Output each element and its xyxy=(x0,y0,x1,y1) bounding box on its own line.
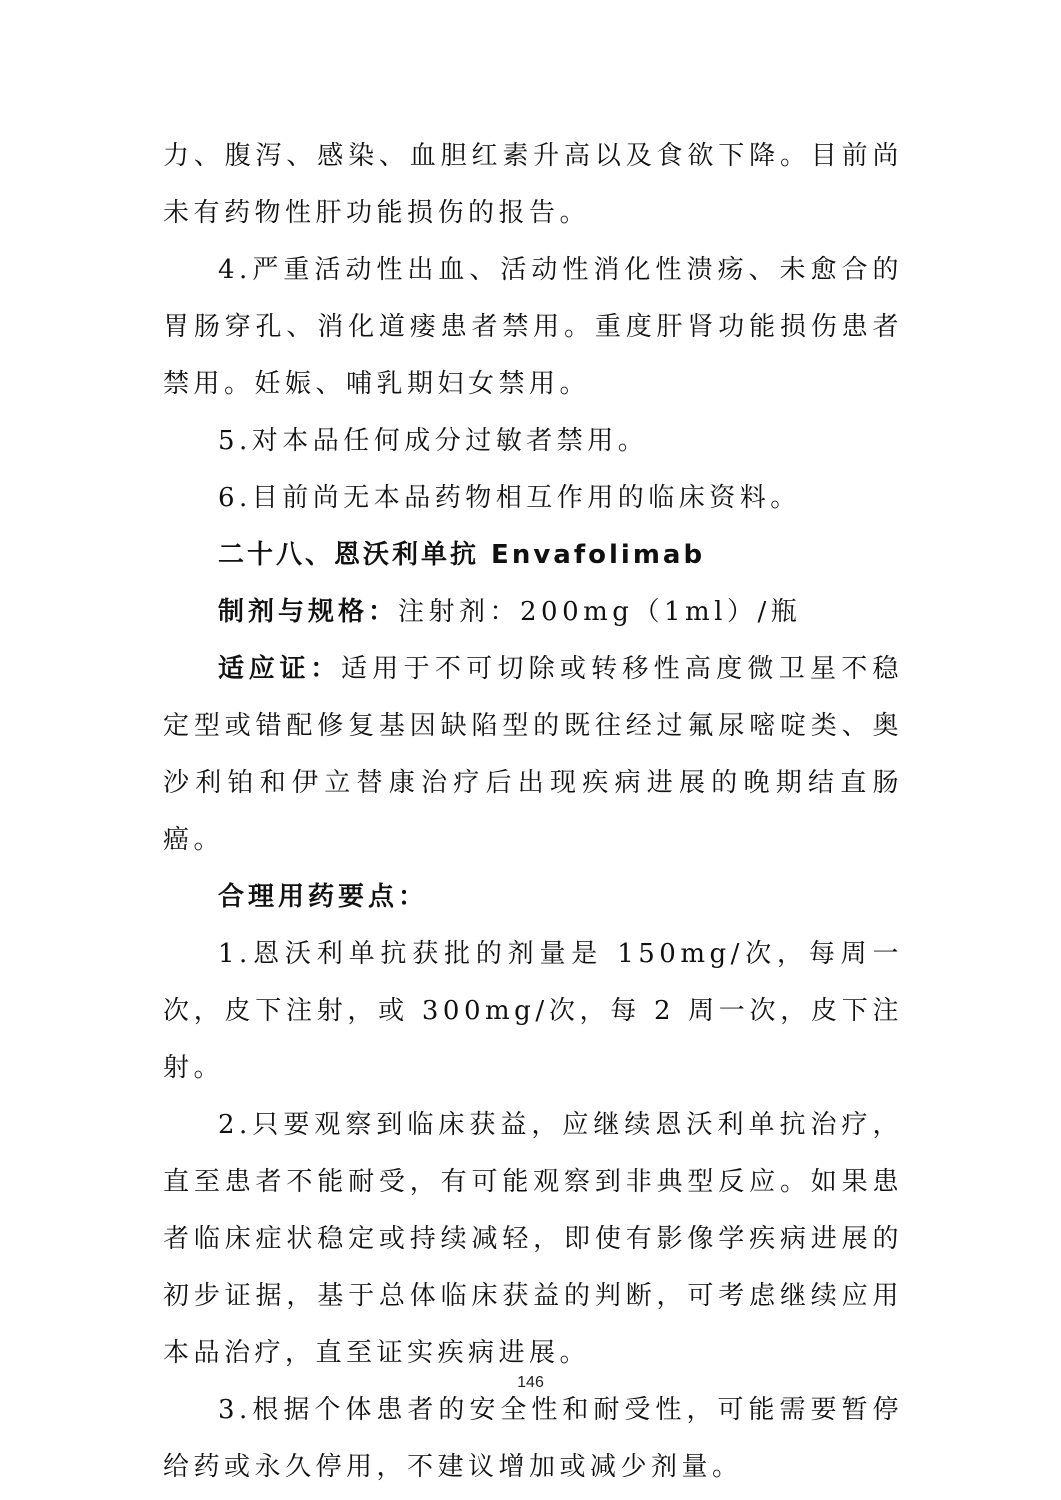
paragraph-continuation: 力、腹泻、感染、血胆红素升高以及食欲下降。目前尚未有药物性肝功能损伤的报告。 xyxy=(163,141,903,228)
key-point-3: 3.根据个体患者的安全性和耐受性，可能需要暂停给药或永久停用，不建议增加或减少剂量。 xyxy=(163,1395,903,1482)
page-number: 146 xyxy=(517,1374,544,1391)
section-heading: 二十八、恩沃利单抗 Envafolimab xyxy=(218,540,706,570)
key-points-label: 合理用药要点： xyxy=(218,882,429,912)
page-content xyxy=(163,128,903,1496)
key-point-2: 2.只要观察到临床获益，应继续恩沃利单抗治疗，直至患者不能耐受，有可能观察到非典型反应。如果患者临床症状稳定或持续减轻，即使有影像学疾病进展的初步证据，基于总体临床获益的判断，可考虑继续应用本品治疗，直至证实疾病进展。 xyxy=(163,1110,903,1368)
paragraph-allergy: 5.对本品任何成分过敏者禁用。 xyxy=(218,426,649,456)
indication-label: 适应证： xyxy=(218,654,342,684)
paragraph-contraindications: 4.严重活动性出血、活动性消化性溃疡、未愈合的胃肠穿孔、消化道瘘患者禁用。重度肝肾功能损伤患者禁用。妊娠、哺乳期妇女禁用。 xyxy=(163,255,903,399)
indication-paragraph xyxy=(163,641,903,869)
spec-text: 注射剂：200mg（1ml）/瓶 xyxy=(398,597,802,627)
indication-text: 适用于不可切除或转移性高度微卫星不稳定型或错配修复基因缺陷型的既往经过氟尿嘧啶类、奥沙利铂和伊立替康治疗后出现疾病进展的晚期结直肠癌。 xyxy=(163,654,903,855)
paragraph-interactions: 6.目前尚无本品药物相互作用的临床资料。 xyxy=(218,483,801,513)
key-point-1: 1.恩沃利单抗获批的剂量是 150mg/次，每周一次，皮下注射，或 300mg/次，每 2 周一次，皮下注射。 xyxy=(163,939,903,1083)
spec-line xyxy=(163,584,903,641)
spec-label: 制剂与规格： xyxy=(218,597,399,627)
